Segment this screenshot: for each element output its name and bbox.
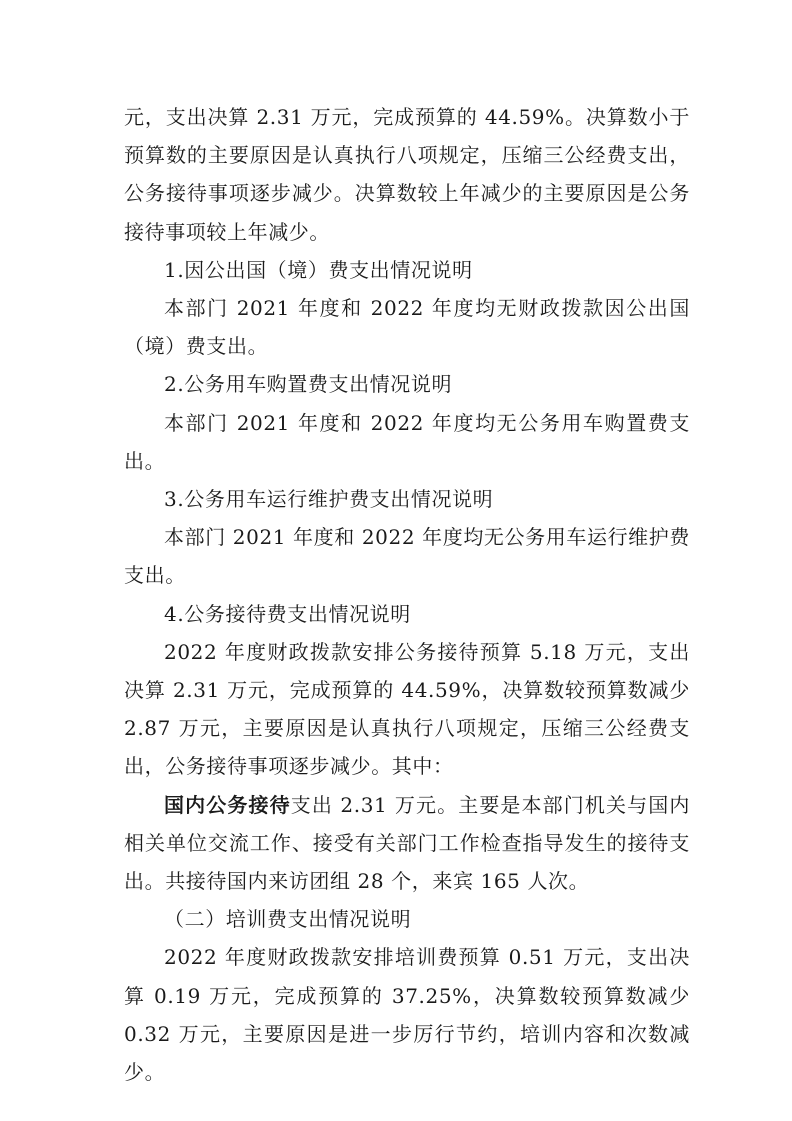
heading-vehicle-maintenance: 3.公务用车运行维护费支出情况说明 [164,487,494,512]
heading-vehicle-purchase: 2.公务用车购置费支出情况说明 [164,372,453,397]
heading-training: （二）培训费支出情况说明 [164,907,412,932]
paragraph-vehicle-maintenance: 本部门 2021 年度和 2022 年度均无公务用车运行维护费支出。 [124,525,690,588]
paragraph-vehicle-purchase: 本部门 2021 年度和 2022 年度均无公务用车购置费支出。 [124,410,690,473]
paragraph-public-reception: 2022 年度财政拨款安排公务接待预算 5.18 万元，支出决算 2.31 万元，完成预算的 44.59%，决算数较预算数减少 2.87 万元，主要原因是认真执行八项规定，压缩三公经费支出，公务接待事项逐步减少。其中： [124,639,690,779]
paragraph-training: 2022 年度财政拨款安排培训费预算 0.51 万元，支出决算 0.19 万元，完成预算的 37.25%，决算数较预算数减少 0.32 万元，主要原因是进一步厉行节约，培训内容和次数减少。 [124,945,690,1085]
heading-overseas-travel: 1.因公出国（境）费支出情况说明 [164,257,473,282]
document-body [124,98,690,1091]
paragraph-overseas-travel: 本部门 2021 年度和 2022 年度均无财政拨款因公出国（境）费支出。 [124,296,690,359]
paragraph-domestic-reception [124,786,690,901]
domestic-reception-label: 国内公务接待 [164,792,291,817]
heading-public-reception: 4.公务接待费支出情况说明 [164,601,411,626]
paragraph-public-reception-summary: 元，支出决算 2.31 万元，完成预算的 44.59%。决算数小于预算数的主要原因是认真执行八项规定，压缩三公经费支出，公务接待事项逐步减少。决算数较上年减少的主要原因是公务接待事项较上年减少。 [124,105,690,244]
domestic-reception-text: 支出 2.31 万元。主要是本部门机关与国内相关单位交流工作、接受有关部门工作检查指导发生的接待支出。共接待国内来访团组 28 个，来宾 165 人次。 [124,792,690,894]
